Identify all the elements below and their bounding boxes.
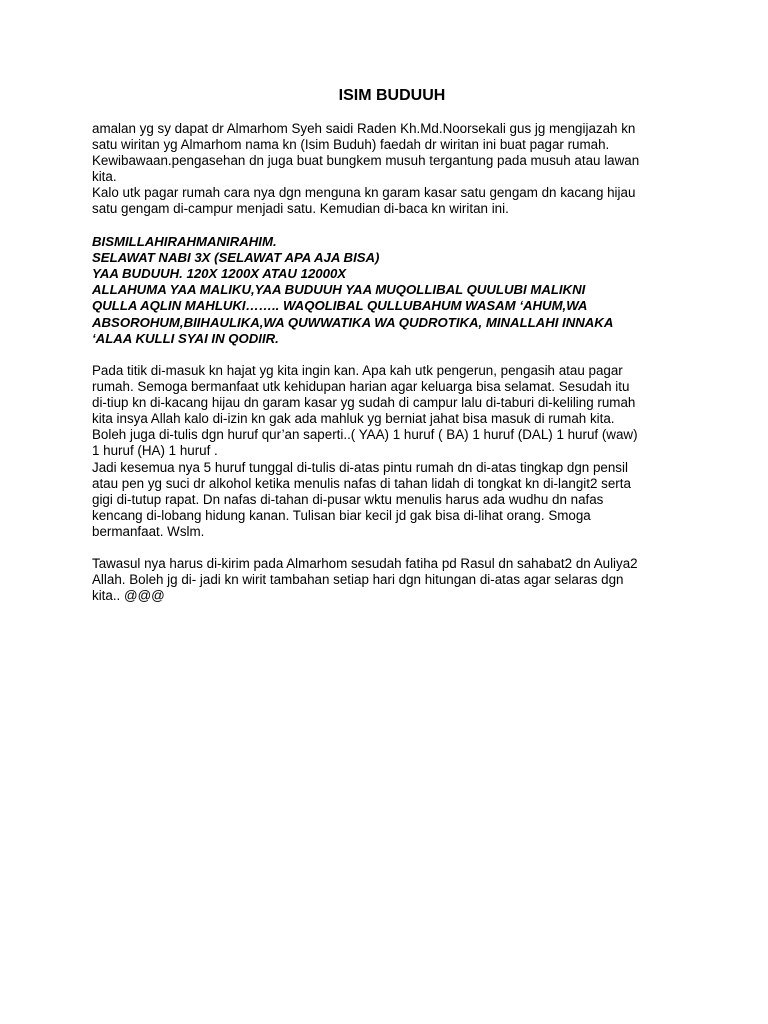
closing-paragraph: Tawasul nya harus di-kirim pada Almarhom sesudah fatiha pd Rasul dn sahabat2 dn Auliya2 Allah. Boleh jg di- jadi kn wirit tambahan setiap hari dgn hitungan di-atas agar selaras dgn kita.. @@@ — [92, 556, 638, 604]
instructions-paragraph: Pada titik di-masuk kn hajat yg kita ingin kan. Apa kah utk pengerun, pengasih atau pagar rumah. Semoga bermanfaat utk kehidupan harian agar keluarga bisa selamat. Sesudah itu di-tiup kn di-kacang hijau dn garam kasar yg sudah di campur lalu di-taburi di-keliling rumah kita insya Allah kalo di-izin kn gak ada mahluk yg berniat jahat bisa masuk di rumah kita. Boleh juga di-tulis dgn huruf qur’an saperti..( YAA) 1 huruf ( BA) 1 huruf (DAL) 1 huruf (waw) 1 huruf (HA) 1 huruf . Jadi kesemua nya 5 huruf tunggal di-tulis di-atas pintu rumah dn di-atas tingkap dgn pensil atau pen yg suci dr alkohol ketika menulis nafas di tahan lidah di tongkat kn di-langit2 serta gigi di-tutup rapat. Dn nafas di-tahan di-pusar wktu menulis harus ada wudhu dn nafas kencang di-lobang hidung kanan. Tulisan biar kecil jd gak bisa di-lihat orang. Smoga bermanfaat. Wslm. — [92, 362, 638, 539]
spacer — [92, 347, 692, 363]
intro-paragraph: amalan yg sy dapat dr Almarhom Syeh saidi Raden Kh.Md.Noorsekali gus jg mengijazah kn satu wiritan yg Almarhom nama kn (Isim Buduh) faedah dr wiritan ini buat pagar rumah. Kewibawaan.pengasehan dn juga buat bungkem musuh tergantung pada musuh atau lawan kita. Kalo utk pagar rumah cara nya dgn menguna kn garam kasar satu gengam dn kacang hijau satu gengam di-campur menjadi satu. Kemudian di-baca kn wiritan ini. — [92, 121, 640, 217]
spacer — [92, 218, 692, 234]
document-title: ISIM BUDUUH — [338, 87, 446, 104]
doa-paragraph: BISMILLAHIRAHMANIRAHIM. SELAWAT NABI 3X (SELAWAT APA AJA BISA) YAA BUDUUH. 120X 1200X ATAU 12000X ALLAHUMA YAA MALIKU,YAA BUDUUH YAA MUQOLLIBAL QUULUBI MALIKNI QULLA AQLIN MAHLUKI…….. WAQOLIBAL QULLUBAHUM WASAM ‘AHUM,WA ABSOROHUM,BIIHAULIKA,WA QUWWATIKA WA QUDROTIKA, MINALLAHI INNAKA ‘ALAA KULLI SYAI IN QODIIR. — [92, 233, 614, 346]
spacer — [92, 540, 692, 556]
document-page — [92, 86, 692, 604]
